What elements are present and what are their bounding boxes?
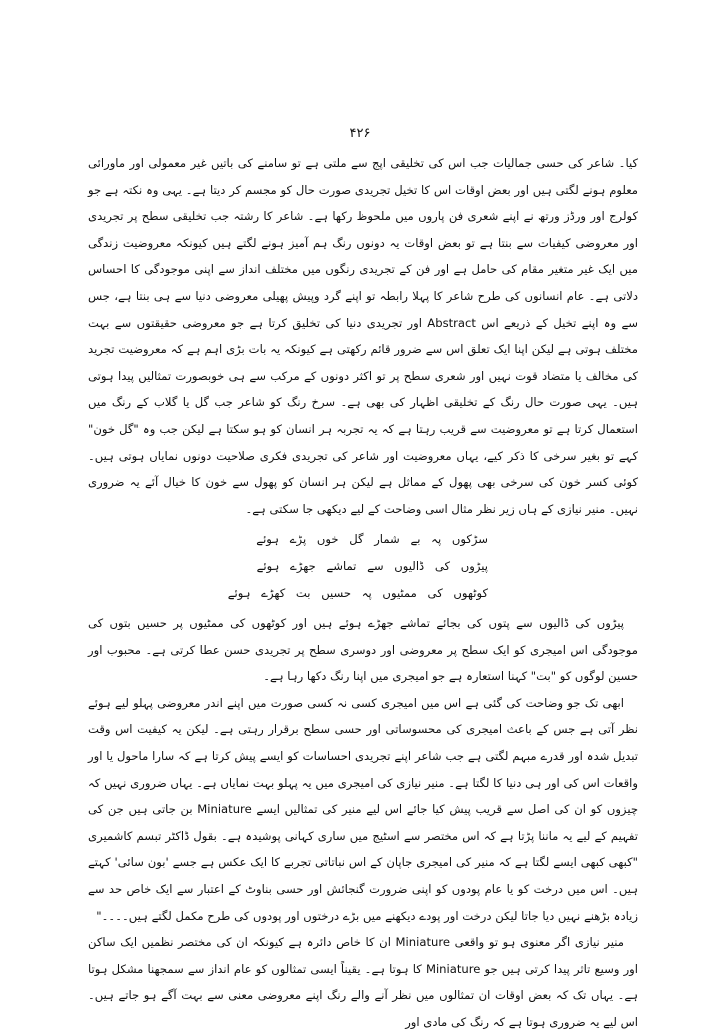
page-number: ۴۲۶: [349, 126, 371, 141]
paragraph: ابھی تک جو وضاحت کی گئی ہے اس میں امیجری کسی نہ کسی صورت میں اپنے اندر معروضی پہلو لیے ہوئے نظر آتی ہے جس کے باعث امیجری کی محسوساتی اور حسی سطح برقرار رہتی ہے۔ لیکن یہ کیفیت اس وقت تبدیل شدہ اور قدرے مبہم لگتی ہے جب شاعر اپنے تجریدی احساسات کو ایسے پیش کرتا ہے کہ سارا ماحول یا اور واقعات اس کی اور ہی دنیا کا لگتا ہے۔ منیر نیازی کی امیجری میں یہ پہلو بہت نمایاں ہے۔ یہاں ضروری نہیں کہ چیزوں کو ان کی اصل سے قریب پیش کیا جائے اس لیے منیر کی تمثالیں ایسے Miniature بن جاتی ہیں جن کی تفہیم کے لیے یہ ماننا پڑتا ہے کہ اس مختصر سے اسٹیج میں ساری کہانی پوشیدہ ہے۔ بقول ڈاکٹر تبسم کاشمیری "کبھی کبھی ایسے لگتا ہے کہ منیر کی امیجری جاپان کے اس نباتاتی تجربے کا ایک عکس ہے جسے 'بون سائی' کہتے ہیں۔ اس میں درخت کو یا عام پودوں کو اپنی ضرورت گنجائش اور حسی بناوٹ کے اعتبار سے ایک خاص حد سے زیادہ بڑھنے نہیں دیا جاتا لیکن درخت اور پودے دیکھنے میں بڑے درختوں اور پودوں کی طرح مکمل لگتے ہیں۔۔۔۔": [88, 695, 638, 923]
paragraph: منیر نیازی اگر معنوی ہو تو واقعی Miniature ان کا خاص دائرہ ہے کیونکہ ان کی مختصر نظمیں ایک ساکن اور وسیع تاثر پیدا کرتی ہیں جو Miniature کا ہوتا ہے۔ یقیناً ایسی تمثالوں کو عام انداز سے سمجھنا مشکل ہوتا ہے۔ یہاں تک کہ بعض اوقات ان تمثالوں میں نظر آنے والے رنگ اپنے معروضی معنی سے بہت آگے ہو جاتے ہیں۔ اس لیے یہ ضروری ہوتا ہے کہ رنگ کی مادی اور: [88, 935, 638, 1029]
verse-line: پیڑوں کی ڈالیوں سے تماشے جھڑے ہوئے: [256, 558, 488, 573]
body-text: [88, 150, 638, 1036]
paragraph: پیڑوں کی ڈالیوں سے پتوں کی بجائے تماشے جھڑے ہوئے ہیں اور کوٹھوں کی ممٹیوں پر حسیں بتوں کی موجودگی اس امیجری کو ایک سطح پر معروضی اور دوسری سطح پر تجریدی حسن عطا کرتی ہے۔ محبوب اور حسین لوگوں کو "بت" کہنا استعارہ ہے جو امیجری میں اپنا رنگ دکھا رہا ہے۔: [88, 616, 638, 684]
verse-block: [88, 526, 638, 606]
paragraph: کیا۔ شاعر کی حسی جمالیات جب اس کی تخلیقی اپج سے ملتی ہے تو سامنے کی باتیں غیر معمولی اور ماورائی معلوم ہونے لگتی ہیں اور بعض اوقات اس کا تخیل تجریدی صورت حال کو مجسم کر دیتا ہے۔ یہی وہ نکتہ ہے جو کولرج اور ورڈز ورتھ نے اپنے شعری فن پاروں میں ملحوظ رکھا ہے۔ شاعر کا رشتہ جب تخلیقی سطح پر تجریدی اور معروضی کیفیات سے بنتا ہے تو بعض اوقات یہ دونوں رنگ ہم آمیز ہونے لگتے ہیں کیونکہ معروضیت زندگی میں ایک غیر متغیر مقام کی حامل ہے اور فن کے تجریدی رنگوں میں مختلف انداز سے اپنی موجودگی کا احساس دلاتی ہے۔ عام انسانوں کی طرح شاعر کا پہلا رابطہ تو اپنے گرد وپیش پھیلی معروضی دنیا سے ہی بنتا ہے، جس سے وہ اپنے تخیل کے ذریعے اس Abstract اور تجریدی دنیا کی تخلیق کرتا ہے جو معروضی حقیقتوں سے بہت مختلف ہوتی ہے لیکن اپنا ایک تعلق اس سے ضرور قائم رکھتی ہے کیونکہ یہ بات بڑی اہم ہے کہ معروضیت تجرید کی مخالف یا متضاد قوت نہیں اور شعری سطح پر تو اکثر دونوں کے مرکب سے ہی خوبصورت تمثالیں پیدا ہوتی ہیں۔ یہی صورت حال رنگ کے تخلیقی اظہار کی بھی ہے۔ سرخ رنگ کو شاعر جب گل یا گلاب کے رنگ میں استعمال کرتا ہے تو معروضیت سے قریب رہتا ہے کہ یہ تجربہ ہر انسان کو ہو سکتا ہے لیکن جب وہ "گل خون" کہے تو بغیر سرخی کا ذکر کیے، یہاں معروضیت اور شاعر کی تجریدی فکری صلاحیت دونوں نمایاں ہوتی ہیں۔ کوئی کسر خون کی سرخی بھی پھول کے مماثل ہے لیکن ہر انسان کو پھول سے خون کا خیال آئے یہ ضروری نہیں۔ منیر نیازی کے ہاں زیر نظر مثال اسی وضاحت کے لیے دیکھی جا سکتی ہے۔: [88, 156, 638, 516]
verse-line: سڑکوں پہ بے شمار گل خوں پڑے ہوئے: [256, 532, 488, 547]
verse-line: کوٹھوں کی ممٹیوں پہ حسیں بت کھڑے ہوئے: [227, 585, 488, 600]
